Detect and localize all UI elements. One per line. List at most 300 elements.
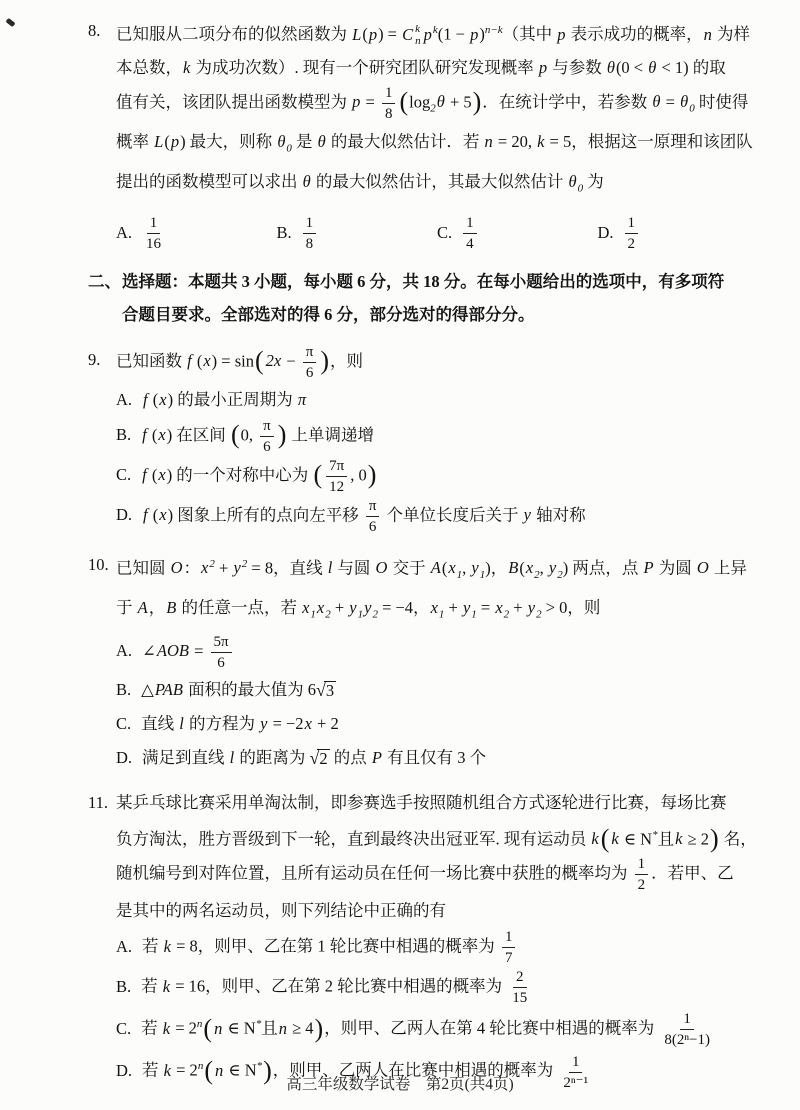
big-paren: ) <box>472 86 482 116</box>
sup-sub-stack <box>415 24 421 47</box>
option-label: C. <box>437 223 453 243</box>
math-run: x <box>316 598 325 618</box>
text-run: ( <box>441 558 448 578</box>
math-run: x <box>302 598 310 618</box>
fraction <box>661 1010 713 1049</box>
math-run: n <box>214 1018 223 1038</box>
text-run: − <box>282 350 300 370</box>
math-run: p <box>352 91 361 111</box>
text-run: 是其中的两名运动员，则下列结论中正确的有 <box>116 901 446 921</box>
text-run: 有且仅有 3 个 <box>383 747 487 767</box>
math-run: x <box>525 558 534 578</box>
fraction <box>303 343 317 382</box>
math-run: 2x <box>265 350 282 370</box>
fraction <box>382 84 396 123</box>
fraction-denominator: 2ⁿ⁻¹ <box>563 1074 589 1091</box>
option-B <box>116 673 758 706</box>
math-run: k <box>162 1018 171 1038</box>
text-line <box>116 591 758 631</box>
math-run: y <box>349 598 357 618</box>
math-run: x <box>158 424 166 444</box>
option-B <box>277 214 438 253</box>
option-C <box>116 457 758 496</box>
text-run: 值有关，该团队提出函数模型为 <box>116 91 352 111</box>
fraction <box>625 214 639 253</box>
option-A <box>116 214 277 253</box>
text-run: (1 − <box>437 24 470 44</box>
math-run: θ <box>680 91 689 111</box>
big-paren: ( <box>254 346 264 376</box>
text-run: 为成功次数）. 现有一个研究团队研究发现概率 <box>191 57 538 77</box>
question-11 <box>88 786 758 1092</box>
math-run: y <box>260 713 268 733</box>
math-run: x <box>158 464 166 484</box>
math-run: n <box>703 24 712 44</box>
math-run: k <box>591 829 599 849</box>
text-run: 负方淘汰，胜方晋级到下一轮，直到最终决出冠亚军. 现有运动员 <box>116 829 591 849</box>
text-run: 于 <box>116 598 137 618</box>
math-run: L <box>154 132 164 152</box>
text-run: = 16，则甲、乙在第 2 轮比赛中相遇的概率为 <box>171 976 507 996</box>
text-line <box>122 298 758 331</box>
radicand: 2 <box>319 748 328 768</box>
math-run: x <box>304 713 312 733</box>
text-run: 面积的最大值为 6 <box>183 679 316 699</box>
math-run: P <box>371 747 382 767</box>
math-run: B <box>508 558 519 578</box>
text-run: 某乒乓球比赛采用单淘汰制，即参赛选手按照随机组合方式逐轮进行比赛，每场比赛 <box>116 792 727 812</box>
text-run: 若 <box>142 936 163 956</box>
text-run: ) <box>479 24 485 44</box>
option-label: D. <box>116 747 133 767</box>
math-run: x <box>159 389 167 409</box>
math-run: p <box>368 24 378 44</box>
subscript: 2 <box>503 608 510 621</box>
text-run: < 1) 的取 <box>657 57 726 77</box>
option-D <box>116 497 758 536</box>
fraction-numerator: 1 <box>303 214 317 234</box>
text-run: 选择题：本题共 3 小题，每小题 6 分，共 18 分。在每小题给出的选项中，有多项符 <box>122 271 725 291</box>
math-run: L <box>352 24 362 44</box>
superscript: * <box>256 1060 263 1073</box>
text-run: ) 图象上所有的点向左平移 <box>167 504 363 524</box>
text-run: ) = sin <box>211 350 254 370</box>
text-run: 为 <box>583 172 604 192</box>
text-run: ) = <box>378 24 402 44</box>
option-label: C. <box>116 1018 132 1038</box>
text-run: ( <box>147 424 158 444</box>
superscript: 2 <box>209 557 215 570</box>
text-run: ( <box>362 24 368 44</box>
math-run: x <box>448 558 456 578</box>
big-paren: ) <box>709 824 719 854</box>
math-run: x <box>203 350 211 370</box>
text-run: 已知服从二项分布的似然函数为 <box>116 24 352 44</box>
text-run: = 5，根据这一原理和该团队 <box>545 132 753 152</box>
fraction-numerator: π <box>303 343 317 363</box>
text-run: = <box>361 91 379 111</box>
math-run: π <box>297 389 307 409</box>
text-run: ， <box>148 598 166 618</box>
text-run: ) 最大，则称 <box>180 132 277 152</box>
subscript: 1 <box>456 568 463 581</box>
fraction <box>502 928 516 967</box>
math-run: l <box>229 747 235 767</box>
math-run: l <box>179 713 184 733</box>
math-run: y <box>527 598 536 618</box>
text-line <box>116 819 758 856</box>
fraction-denominator: 8 <box>305 235 314 252</box>
text-run: 概率 <box>116 132 154 152</box>
text-run: 的最大似然估计，其最大似然估计 <box>311 172 568 192</box>
text-line <box>116 125 758 165</box>
text-run: , 0 <box>350 464 367 484</box>
text-run: 若 <box>141 1018 162 1038</box>
option-label: C. <box>116 464 132 484</box>
math-run: p <box>538 57 548 77</box>
subscript: 0 <box>689 102 695 115</box>
text-run: 上异 <box>709 558 747 578</box>
text-run: ．在统计学中，若参数 <box>482 91 652 111</box>
text-run: + <box>214 558 233 578</box>
text-run: 与参数 <box>548 57 606 77</box>
fraction-numerator: π <box>260 417 274 437</box>
big-paren: ( <box>203 1013 213 1043</box>
fraction-numerator: 1 <box>463 214 477 234</box>
text-line <box>116 84 758 126</box>
text-run: ( <box>164 132 170 152</box>
text-line <box>116 855 758 894</box>
big-paren: ( <box>600 824 610 854</box>
fraction-denominator: 6 <box>217 654 225 671</box>
question-8 <box>88 14 758 253</box>
option-A <box>116 633 758 672</box>
math-run: A <box>430 558 441 578</box>
text-run: = 20, <box>493 132 537 152</box>
text-run: ( <box>148 504 159 524</box>
text-run: ≥ 2 <box>683 829 709 849</box>
math-run: n <box>484 132 493 152</box>
math-run: θ <box>436 91 445 111</box>
fraction-numerator: 1 <box>502 928 516 948</box>
text-line <box>116 786 758 819</box>
question-number: 二、 <box>88 271 121 291</box>
text-run: （其中 <box>502 24 557 44</box>
big-paren: ) <box>263 1056 272 1086</box>
math-run: θ <box>648 57 657 77</box>
text-run: > 0，则 <box>541 598 601 618</box>
radical-sign: √ <box>309 747 320 768</box>
math-run: f <box>142 424 147 444</box>
math-run: y <box>471 558 479 578</box>
text-run: ．若甲、乙 <box>651 863 734 883</box>
sub-part: n <box>415 34 421 47</box>
text-run: = <box>661 91 680 111</box>
option-label: A. <box>116 223 133 243</box>
text-run: 为圆 <box>654 558 696 578</box>
text-run: ( <box>519 558 525 578</box>
math-run: y <box>548 558 557 578</box>
fraction-denominator: 8(2ⁿ−1) <box>664 1032 711 1049</box>
text-run: + 5 <box>445 91 472 111</box>
text-run: 的点 <box>329 747 371 767</box>
math-run: θ <box>606 57 615 77</box>
text-run: ，则甲、乙两人在第 4 轮比赛中相遇的概率为 <box>324 1018 659 1038</box>
option-C <box>116 1008 758 1049</box>
math-run: y <box>233 558 241 578</box>
text-run: ∠ <box>142 641 156 661</box>
math-run: y <box>523 504 531 524</box>
fraction-numerator: 1 <box>625 214 639 234</box>
text-run: = <box>189 641 208 661</box>
fraction-numerator: 1 <box>382 84 396 104</box>
big-paren: ) <box>314 1013 324 1043</box>
math-run: x <box>159 504 167 524</box>
math-run: f <box>143 389 148 409</box>
math-run: k <box>162 976 171 996</box>
text-line <box>122 265 758 298</box>
text-run: 轴对称 <box>532 504 586 524</box>
subscript: 2 <box>557 568 563 581</box>
fraction <box>463 214 477 253</box>
subscript: 1 <box>357 608 364 621</box>
text-run: ∈ N <box>223 1018 256 1038</box>
math-run: f <box>187 350 192 370</box>
text-run: ) 的一个对称中心为 <box>166 464 313 484</box>
fraction-numerator: 1 <box>680 1010 694 1030</box>
text-run: 满足到直线 <box>142 747 229 767</box>
subscript: 1 <box>310 608 316 621</box>
text-run: 已知圆 <box>116 558 170 578</box>
text-run: 上单调递增 <box>287 424 374 444</box>
math-run: k <box>163 1060 171 1080</box>
option-A <box>116 928 758 967</box>
subscript: 0 <box>577 182 584 195</box>
math-run: x <box>430 598 438 618</box>
subscript: 2 <box>372 608 378 621</box>
option-C <box>437 214 598 253</box>
superscript: n <box>196 1018 203 1031</box>
text-run: 合题目要求。全部选对的得 6 分，部分选对的得部分分。 <box>122 304 535 324</box>
option-label: D. <box>597 223 614 243</box>
text-run: ≥ 4 <box>287 1018 314 1038</box>
text-line <box>116 14 758 51</box>
text-run: 的最大似然估计．若 <box>326 132 484 152</box>
page-footer: 高三年级数学试卷 第2页(共4页) <box>286 1076 514 1093</box>
math-run: k <box>611 829 619 849</box>
fraction <box>635 855 649 894</box>
fraction-denominator: 6 <box>263 438 271 455</box>
text-run: 是 <box>291 132 317 152</box>
math-run: x <box>201 558 209 578</box>
fraction-denominator: 16 <box>146 235 162 252</box>
text-run: = 2 <box>172 1060 198 1080</box>
math-run: p <box>557 24 566 44</box>
fraction-denominator: 2 <box>637 877 646 894</box>
text-run: + <box>509 598 527 618</box>
text-line <box>116 894 758 927</box>
subscript: 2 <box>325 608 331 621</box>
superscript: n <box>197 1060 204 1073</box>
question-9 <box>88 343 758 536</box>
math-run: θ <box>277 132 286 152</box>
text-run: , <box>539 558 548 578</box>
text-run: ) 两点，点 <box>562 558 643 578</box>
math-run: θ <box>652 91 661 111</box>
math-run: n <box>214 1060 224 1080</box>
fraction-denominator: 6 <box>305 364 314 381</box>
text-run: 表示成功的概率， <box>566 24 703 44</box>
text-run: 直线 <box>141 713 179 733</box>
question-number: 8. <box>88 21 101 40</box>
math-run: k <box>183 57 191 77</box>
text-run: ∈ N <box>619 829 653 849</box>
square-root <box>310 748 330 767</box>
fraction <box>326 457 347 496</box>
text-run: 与圆 <box>333 558 375 578</box>
big-paren: ) <box>367 460 377 490</box>
option-label: C. <box>116 713 132 733</box>
big-paren: ( <box>313 460 323 490</box>
superscript: 2 <box>241 557 248 570</box>
text-run: ( <box>148 389 159 409</box>
subscript: 1 <box>479 568 486 581</box>
math-run: O <box>170 558 183 578</box>
text-run: 名， <box>719 829 757 849</box>
fraction-denominator: 8 <box>384 105 393 122</box>
question-number: 10. <box>88 554 109 574</box>
option-label: B. <box>116 424 132 444</box>
text-run: ( <box>147 464 158 484</box>
text-run: 交于 <box>388 558 430 578</box>
question-10 <box>88 548 758 774</box>
subscript: 1 <box>471 608 477 621</box>
math-run: f <box>143 504 148 524</box>
math-run: x <box>495 598 503 618</box>
option-label: A. <box>116 389 133 409</box>
fraction-numerator: 1 <box>147 214 161 234</box>
option-A <box>116 383 758 416</box>
math-run: O <box>696 558 709 578</box>
fraction-denominator: 7 <box>504 950 513 967</box>
text-run: ) 的最小正周期为 <box>167 389 297 409</box>
text-run: 的距离为 <box>235 747 310 767</box>
option-label: A. <box>116 641 133 661</box>
text-run: 若 <box>142 1060 163 1080</box>
fraction-denominator: 6 <box>368 518 377 535</box>
fraction-denominator: 2 <box>627 235 636 252</box>
text-run: log <box>409 91 431 111</box>
option-label: B. <box>116 976 132 996</box>
text-run: + <box>444 598 462 618</box>
text-line <box>116 165 758 205</box>
fraction-numerator: 5π <box>211 633 232 653</box>
fraction-numerator: 1 <box>635 855 649 875</box>
question-number: 11. <box>88 792 109 812</box>
radicand: 3 <box>325 680 335 700</box>
option-label: B. <box>116 679 132 699</box>
text-run: 0, <box>240 424 258 444</box>
option-label: D. <box>116 1060 133 1080</box>
math-run: AOB <box>156 641 189 661</box>
text-run: ) 在区间 <box>166 424 230 444</box>
math-run: θ <box>317 132 326 152</box>
math-run: f <box>142 464 147 484</box>
text-run: = 8，直线 <box>247 558 327 578</box>
option-B <box>116 968 758 1007</box>
text-line <box>116 51 758 84</box>
math-run: PAB <box>154 679 183 699</box>
fraction <box>143 214 164 253</box>
text-run: ∈ N <box>224 1060 257 1080</box>
math-run: l <box>327 558 333 578</box>
math-run: p <box>423 24 432 44</box>
option-label: B. <box>276 223 292 243</box>
fraction <box>211 633 232 672</box>
fraction-denominator: 12 <box>329 478 345 495</box>
text-run: )， <box>485 558 508 578</box>
text-run: + 2 <box>312 713 339 733</box>
subscript: 2 <box>534 568 540 581</box>
text-run: 时使得 <box>694 91 749 111</box>
big-paren: ( <box>399 86 409 116</box>
text-run: = −2 <box>268 713 304 733</box>
option-label: D. <box>116 504 133 524</box>
option-D <box>598 214 759 253</box>
text-run: 为样 <box>712 24 751 44</box>
text-run: = 2 <box>171 1018 197 1038</box>
math-run: n <box>278 1018 287 1038</box>
section-header <box>88 265 758 331</box>
option-B <box>116 417 758 456</box>
math-run: θ <box>568 172 577 192</box>
fraction <box>509 968 530 1007</box>
math-run: A <box>137 598 148 618</box>
radical-sign: √ <box>315 679 326 700</box>
math-run: k <box>163 936 171 956</box>
fraction <box>366 497 380 536</box>
fraction-numerator: 7π <box>326 457 347 477</box>
subscript: 2 <box>430 102 436 115</box>
option-D <box>116 741 758 774</box>
subscript: 2 <box>536 608 542 621</box>
text-run: 个单位长度后关于 <box>382 504 523 524</box>
text-run: ( <box>192 350 203 370</box>
math-run: P <box>643 558 654 578</box>
superscript: * <box>255 1018 262 1031</box>
fraction-denominator: 4 <box>466 235 474 252</box>
fraction-numerator: 2 <box>513 968 527 988</box>
big-paren: ) <box>320 346 330 376</box>
fraction-denominator: 15 <box>512 990 528 1007</box>
superscript: k <box>432 24 438 36</box>
text-run: 提出的函数模型可以求出 <box>116 172 302 192</box>
subscript: 1 <box>438 608 445 621</box>
option-C <box>116 707 758 740</box>
text-run: 若 <box>141 976 162 996</box>
text-run: = 8，则甲、乙在第 1 轮比赛中相遇的概率为 <box>172 936 499 956</box>
fraction-numerator: π <box>366 497 380 517</box>
text-run: 的方程为 <box>184 713 260 733</box>
superscript: n−k <box>484 24 503 36</box>
fraction <box>260 417 274 456</box>
option-label: A. <box>116 936 133 956</box>
text-run: 本总数， <box>116 57 182 77</box>
superscript: * <box>652 828 658 841</box>
question-number: 9. <box>88 349 101 369</box>
square-root <box>316 680 336 699</box>
options-row <box>116 214 758 253</box>
